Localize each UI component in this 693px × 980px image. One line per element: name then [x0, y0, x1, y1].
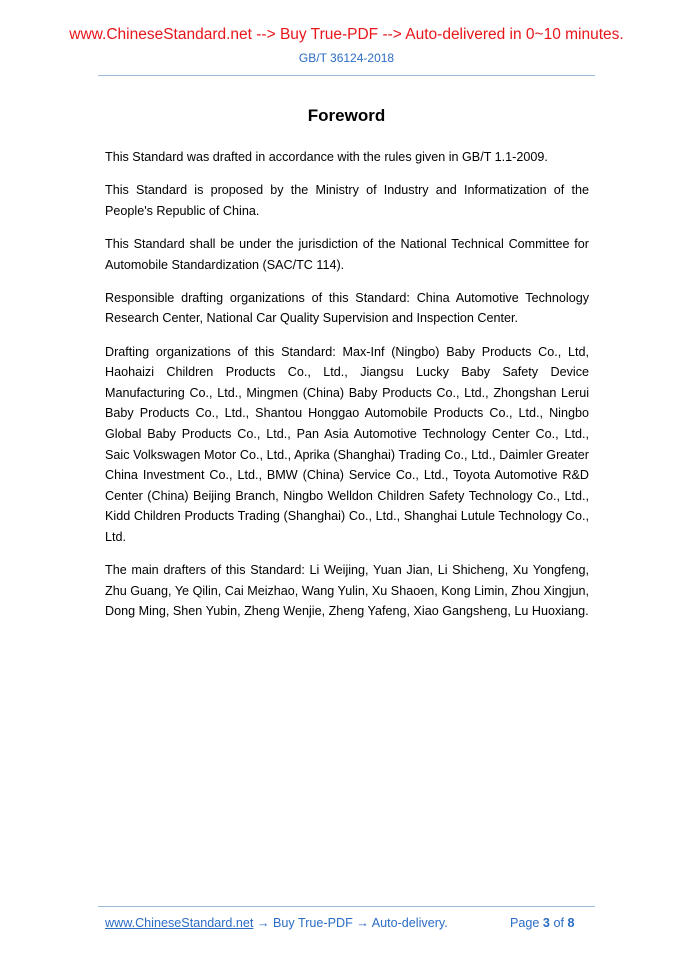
footer-divider [98, 906, 595, 907]
paragraph-main-drafters: The main drafters of this Standard: Li Weijing, Yuan Jian, Li Shicheng, Xu Yongfeng, Zhu Guang, Ye Qilin, Cai Meizhao, Wang Yulin, Xu Shaoen, Kong Limin, Zhou Xingjun, Dong Ming, Shen Yubin, Zheng Wenjie, Zheng Yafeng, Xiao Gangsheng, Lu Huoxiang. [105, 563, 589, 619]
paragraph-responsible-organizations: Responsible drafting organizations of this Standard: China Automotive Technology Research Center, National Car Quality Supervision and Inspection Center. [105, 290, 589, 326]
paragraph-proposer: This Standard is proposed by the Ministry of Industry and Informatization of the People's Republic of China. [105, 183, 589, 218]
page-title: Foreword [307, 106, 386, 125]
banner-ad[interactable]: www.ChineseStandard.net --> Buy True-PDF --> Auto-delivered in 0~10 minutes. [69, 26, 624, 43]
paragraph-drafting-organizations: Drafting organizations of this Standard: Max-Inf (Ningbo) Baby Products Co., Ltd, Haohaizi Children Products Co., Ltd., Jiangsu Lucky Baby Safety Device Manufacturing Co., Ltd., Mingmen (China) Baby Products Co., Ltd., Zhongshan Lerui Baby Products Co., Ltd., Shantou Honggao Automobile Products Co., Ltd., Ningbo Global Baby Products Co., Ltd., Pan Asia Automotive Technology Center Co., Ltd., Saic Volkswagen Motor Co., Ltd., Aprika (Shanghai) Trading Co., Ltd., Daimler Greater China Investment Co., Ltd., BMW (China) Service Co., Ltd., Toyota Automotive R&D Center (China) Beijing Branch, Ningbo Welldon Children Safety Technology Co., Ltd., Kidd Children Products Trading (Shanghai) Co., Ltd., Shanghai Lutule Technology Co., Ltd. [105, 344, 589, 544]
footer-delivery-text: → Buy True-PDF → Auto-delivery. [256, 916, 448, 930]
page-of-label: of [553, 916, 564, 930]
page-total: 8 [567, 916, 575, 930]
footer-site-link[interactable]: www.ChineseStandard.net [105, 916, 254, 930]
page-indicator [510, 916, 574, 930]
page-label: Page [510, 916, 540, 930]
footer-promo [105, 916, 448, 930]
foreword-body [105, 147, 589, 634]
standard-number: GB/T 36124-2018 [298, 51, 395, 65]
paragraph-jurisdiction: This Standard shall be under the jurisdiction of the National Technical Committee for Automobile Standardization (SAC/TC 114). [105, 236, 589, 272]
header-divider [98, 75, 595, 76]
page-current: 3 [542, 916, 550, 930]
paragraph-drafting-rules: This Standard was drafted in accordance with the rules given in GB/T 1.1-2009. [105, 150, 548, 164]
